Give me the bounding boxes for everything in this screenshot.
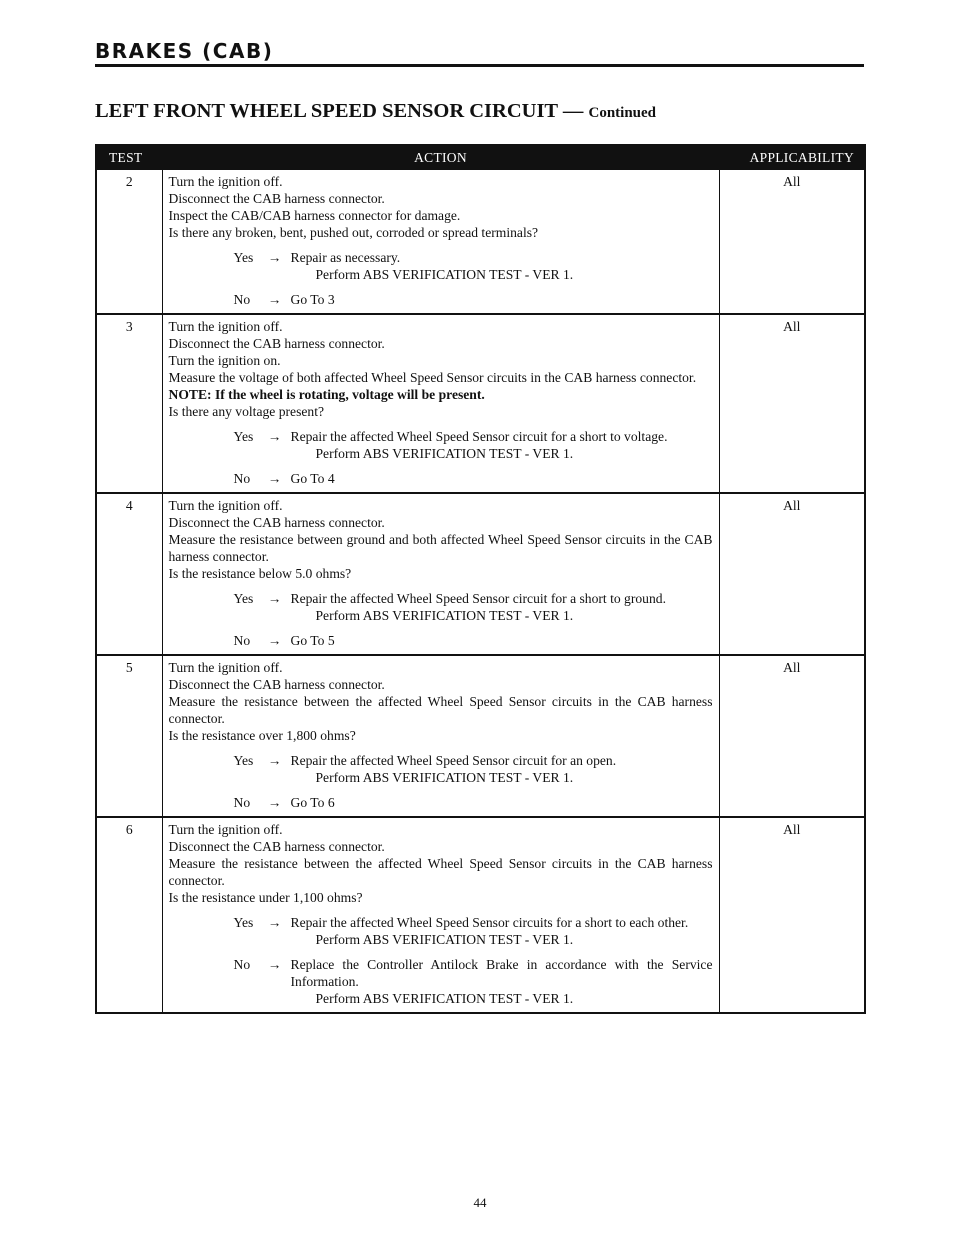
no-label: No [233, 471, 251, 486]
step-text: Is the resistance over 1,800 ohms? [168, 728, 356, 743]
step-text: Turn the ignition off. [168, 822, 283, 837]
arrow-right-icon: → [267, 250, 282, 265]
step-text: Is the resistance below 5.0 ohms? [168, 566, 352, 581]
table-row [96, 314, 865, 493]
result-line: Go To 4 [290, 471, 335, 486]
table-header-row [96, 145, 865, 169]
result-line: Repair the affected Wheel Speed Sensor circuit for a short to ground. [290, 591, 666, 606]
note-text: NOTE: If the wheel is rotating, voltage will be present. [168, 387, 485, 402]
page-number: 44 [473, 1195, 487, 1210]
yes-outcome [234, 249, 713, 283]
step-text: Turn the ignition off. [168, 174, 283, 189]
result-line: Perform ABS VERIFICATION TEST - VER 1. [315, 446, 574, 461]
result-line: Repair as necessary. [290, 250, 401, 265]
table-row [96, 655, 865, 817]
outcome-result [291, 632, 713, 649]
arrow-right-icon: → [267, 915, 282, 930]
result-line: Perform ABS VERIFICATION TEST - VER 1. [315, 770, 574, 785]
no-label: No [233, 795, 251, 810]
outcome-result [291, 428, 713, 462]
applicability-cell: All [719, 655, 865, 817]
outcome-result [291, 249, 713, 283]
no-outcome [234, 470, 713, 487]
test-number: 2 [96, 169, 162, 314]
action-cell [162, 817, 719, 1013]
step-text: Measure the resistance between the affected Wheel Speed Sensor circuits in the CAB harness connector. [168, 694, 713, 726]
arrow-right-icon: → [267, 292, 282, 307]
step-text: Measure the resistance between ground and both affected Wheel Speed Sensor circuits in the CAB harness connector. [168, 532, 713, 564]
applicability-cell: All [719, 169, 865, 314]
outcome-result [291, 914, 713, 948]
result-line: Repair the affected Wheel Speed Sensor circuit for an open. [290, 753, 617, 768]
yes-label: Yes [233, 915, 254, 930]
step-text: Turn the ignition off. [168, 660, 283, 675]
yes-outcome [234, 914, 713, 948]
no-label: No [233, 957, 251, 972]
test-number: 5 [96, 655, 162, 817]
step-text: Measure the voltage of both affected Wheel Speed Sensor circuits in the CAB harness connector. [168, 370, 697, 385]
step-text: Turn the ignition off. [168, 319, 283, 334]
arrow-right-icon: → [267, 753, 282, 768]
action-cell [162, 169, 719, 314]
no-label: No [233, 633, 251, 648]
action-cell [162, 655, 719, 817]
yes-label: Yes [233, 591, 254, 606]
result-line: Perform ABS VERIFICATION TEST - VER 1. [315, 608, 574, 623]
outcome-result [291, 470, 713, 487]
applicability-cell: All [719, 817, 865, 1013]
no-outcome [234, 632, 713, 649]
diagnostic-procedure-table [95, 144, 866, 1014]
yes-outcome [234, 590, 713, 624]
arrow-right-icon: → [267, 957, 282, 972]
step-text: Disconnect the CAB harness connector. [168, 191, 385, 206]
result-line: Repair the affected Wheel Speed Sensor circuit for a short to voltage. [290, 429, 668, 444]
no-label: No [233, 292, 251, 307]
action-cell [162, 493, 719, 655]
arrow-right-icon: → [267, 429, 282, 444]
test-number: 4 [96, 493, 162, 655]
yes-label: Yes [233, 753, 254, 768]
result-line: Repair the affected Wheel Speed Sensor circuits for a short to each other. [290, 915, 689, 930]
step-text: Is the resistance under 1,100 ohms? [168, 890, 363, 905]
result-line: Replace the Controller Antilock Brake in accordance with the Service Information. [290, 957, 713, 989]
step-text: Inspect the CAB/CAB harness connector for damage. [168, 208, 461, 223]
yes-label: Yes [233, 429, 254, 444]
step-text: Measure the resistance between the affected Wheel Speed Sensor circuits in the CAB harness connector. [168, 856, 713, 888]
step-text: Disconnect the CAB harness connector. [168, 677, 385, 692]
step-text: Turn the ignition on. [168, 353, 281, 368]
result-line: Go To 3 [290, 292, 335, 307]
yes-outcome [234, 752, 713, 786]
result-line: Perform ABS VERIFICATION TEST - VER 1. [315, 932, 574, 947]
arrow-right-icon: → [267, 471, 282, 486]
result-line: Go To 6 [290, 795, 335, 810]
page-title [95, 98, 864, 126]
no-outcome [234, 291, 713, 308]
header-applicability: APPLICABILITY [719, 145, 865, 169]
applicability-cell: All [719, 314, 865, 493]
outcome-result [291, 291, 713, 308]
table-row [96, 493, 865, 655]
no-outcome [234, 956, 713, 1007]
yes-label: Yes [233, 250, 254, 265]
step-text: Turn the ignition off. [168, 498, 283, 513]
step-text: Disconnect the CAB harness connector. [168, 336, 385, 351]
header-test: TEST [96, 145, 162, 169]
header-action: ACTION [162, 145, 719, 169]
action-cell [162, 314, 719, 493]
outcome-result [291, 956, 713, 1007]
result-line: Go To 5 [290, 633, 335, 648]
test-number: 3 [96, 314, 162, 493]
page-title-main: LEFT FRONT WHEEL SPEED SENSOR CIRCUIT — [95, 100, 584, 122]
result-line: Perform ABS VERIFICATION TEST - VER 1. [315, 991, 574, 1006]
outcome-result [291, 794, 713, 811]
test-number: 6 [96, 817, 162, 1013]
arrow-right-icon: → [267, 795, 282, 810]
no-outcome [234, 794, 713, 811]
question-text: Is there any voltage present? [168, 404, 325, 419]
table-row [96, 169, 865, 314]
applicability-cell: All [719, 493, 865, 655]
section-header: BRAKES (CAB) [95, 40, 864, 67]
arrow-right-icon: → [267, 591, 282, 606]
page-title-continued: Continued [588, 105, 657, 121]
step-text: Disconnect the CAB harness connector. [168, 515, 385, 530]
arrow-right-icon: → [267, 633, 282, 648]
result-line: Perform ABS VERIFICATION TEST - VER 1. [315, 267, 574, 282]
yes-outcome [234, 428, 713, 462]
table-row [96, 817, 865, 1013]
outcome-result [291, 752, 713, 786]
outcome-result [291, 590, 713, 624]
step-text: Is there any broken, bent, pushed out, corroded or spread terminals? [168, 225, 539, 240]
step-text: Disconnect the CAB harness connector. [168, 839, 385, 854]
